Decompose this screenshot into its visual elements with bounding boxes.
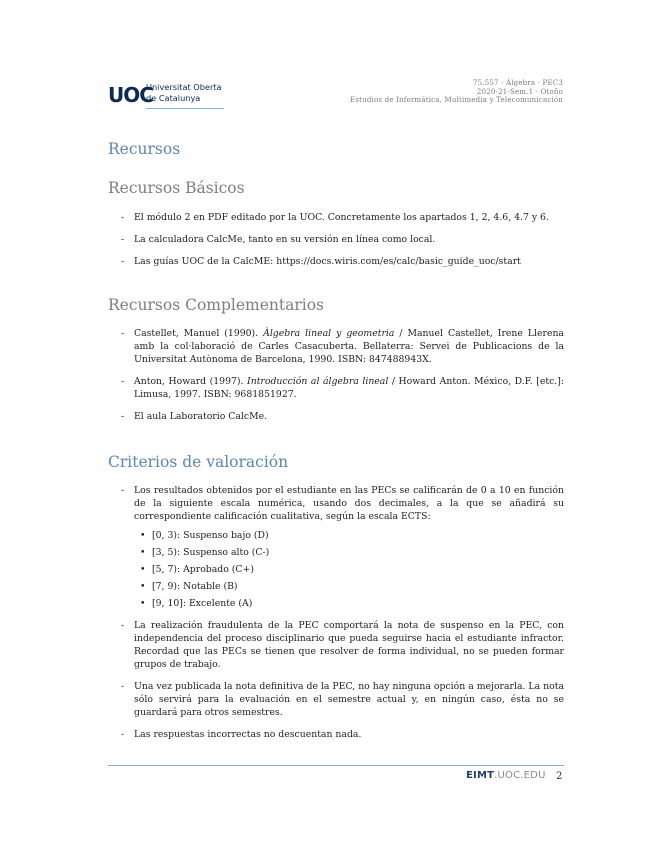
grade-scale-item: • [0, 3): Suspenso bajo (D) <box>140 530 269 541</box>
book-title: Àlgebra lineal y geometria <box>263 328 395 339</box>
list-item: - La calculadora CalcMe, tanto en su versión en línea como local. <box>121 234 436 245</box>
list-item: - Las guías UOC de la CalcME: https://docs.wiris.com/es/calc/basic_guide_uoc/start <box>121 256 521 267</box>
criteria-list <box>108 484 564 750</box>
header-course: 75.557 · Álgebra · PEC3 <box>473 79 563 87</box>
subsection-title-complementarios: Recursos Complementarios <box>108 296 325 314</box>
uoc-logo <box>108 78 224 112</box>
grade-scale-item: • [9, 10]: Excelente (A) <box>140 598 253 609</box>
list-item: - El módulo 2 en PDF editado por la UOC. Concretamente los apartados 1, 2, 4.6, 4.7 y 6. <box>121 212 549 223</box>
complementary-resources-list <box>108 327 564 432</box>
list-item: - Los resultados obtenidos por el estudiante en las PECs se calificarán de 0 a 10 en función de la siguiente escala numérica, usando dos decimales, a la que se añadirá su correspondiente calificación cualitativa, según la escala ECTS: • [0, 3): Suspenso bajo (D) • [3, 5): Suspenso alto (C-) • [5, 7): Aprobado (C+) • [7, 9): Notable (B) • [9, 10]: Excelente (A) <box>121 485 564 609</box>
grade-scale-list <box>134 529 564 610</box>
section-title-criterios: Criterios de valoración <box>108 453 289 471</box>
logo-underline <box>146 108 224 109</box>
logo-line-1: Universitat Oberta <box>146 82 222 92</box>
list-item: - Las respuestas incorrectas no descuentan nada. <box>121 729 362 740</box>
subsection-title-basicos: Recursos Básicos <box>108 179 245 197</box>
book-title: Introducción al álgebra lineal <box>247 376 389 387</box>
header-semester: 2020-21-Sem.1 · Otoño <box>476 87 563 96</box>
grade-scale-item: • [5, 7): Aprobado (C+) <box>140 564 254 575</box>
logo-wordmark <box>146 82 222 103</box>
list-item: - La realización fraudulenta de la PEC comportará la nota de suspenso en la PEC, con independencia del proceso disciplinario que pueda seguirse hacia el estudiante infractor. Recordad que las PECs se tienen que resolver de forma individual, no se pueden formar grupos de trabajo. <box>121 620 564 670</box>
grade-scale-item: • [7, 9): Notable (B) <box>140 581 238 592</box>
footer-brand: EIMT.UOC.EDU <box>466 770 546 781</box>
footer-rule <box>108 765 564 766</box>
header-info <box>350 79 563 105</box>
list-item: - Una vez publicada la nota definitiva de la PEC, no hay ninguna opción a mejorarla. La nota sólo servirá para la evaluación en el semestre actual y, en ningún caso, ésta no se guardará para otros semestres. <box>121 681 564 718</box>
logo-line-2: de Catalunya <box>146 92 201 103</box>
page-number: 2 <box>556 771 563 782</box>
grade-scale-item: • [3, 5): Suspenso alto (C-) <box>140 547 270 558</box>
header-studies: Estudios de Informática, Multimedia y Telecomunicación <box>350 96 563 105</box>
list-item: - El aula Laboratorio CalcMe. <box>121 411 268 422</box>
basic-resources-list <box>108 211 564 277</box>
logo-mark-text: UOC <box>108 83 153 107</box>
section-title-recursos: Recursos <box>108 140 181 158</box>
list-item: - Castellet, Manuel (1990). Àlgebra lineal y geometria / Manuel Castellet, Irene Llerena amb la col·laboració de Carles Casacuberta. Bellaterra: Servei de Publicacions de la Universitat Autònoma de Barcelona, 1990. ISBN: 847488943X. <box>121 328 564 365</box>
list-item: - Anton, Howard (1997). Introducción al álgebra lineal / Howard Anton. México, D.F. [etc.]: Limusa, 1997. ISBN: 9681851927. <box>121 376 564 400</box>
